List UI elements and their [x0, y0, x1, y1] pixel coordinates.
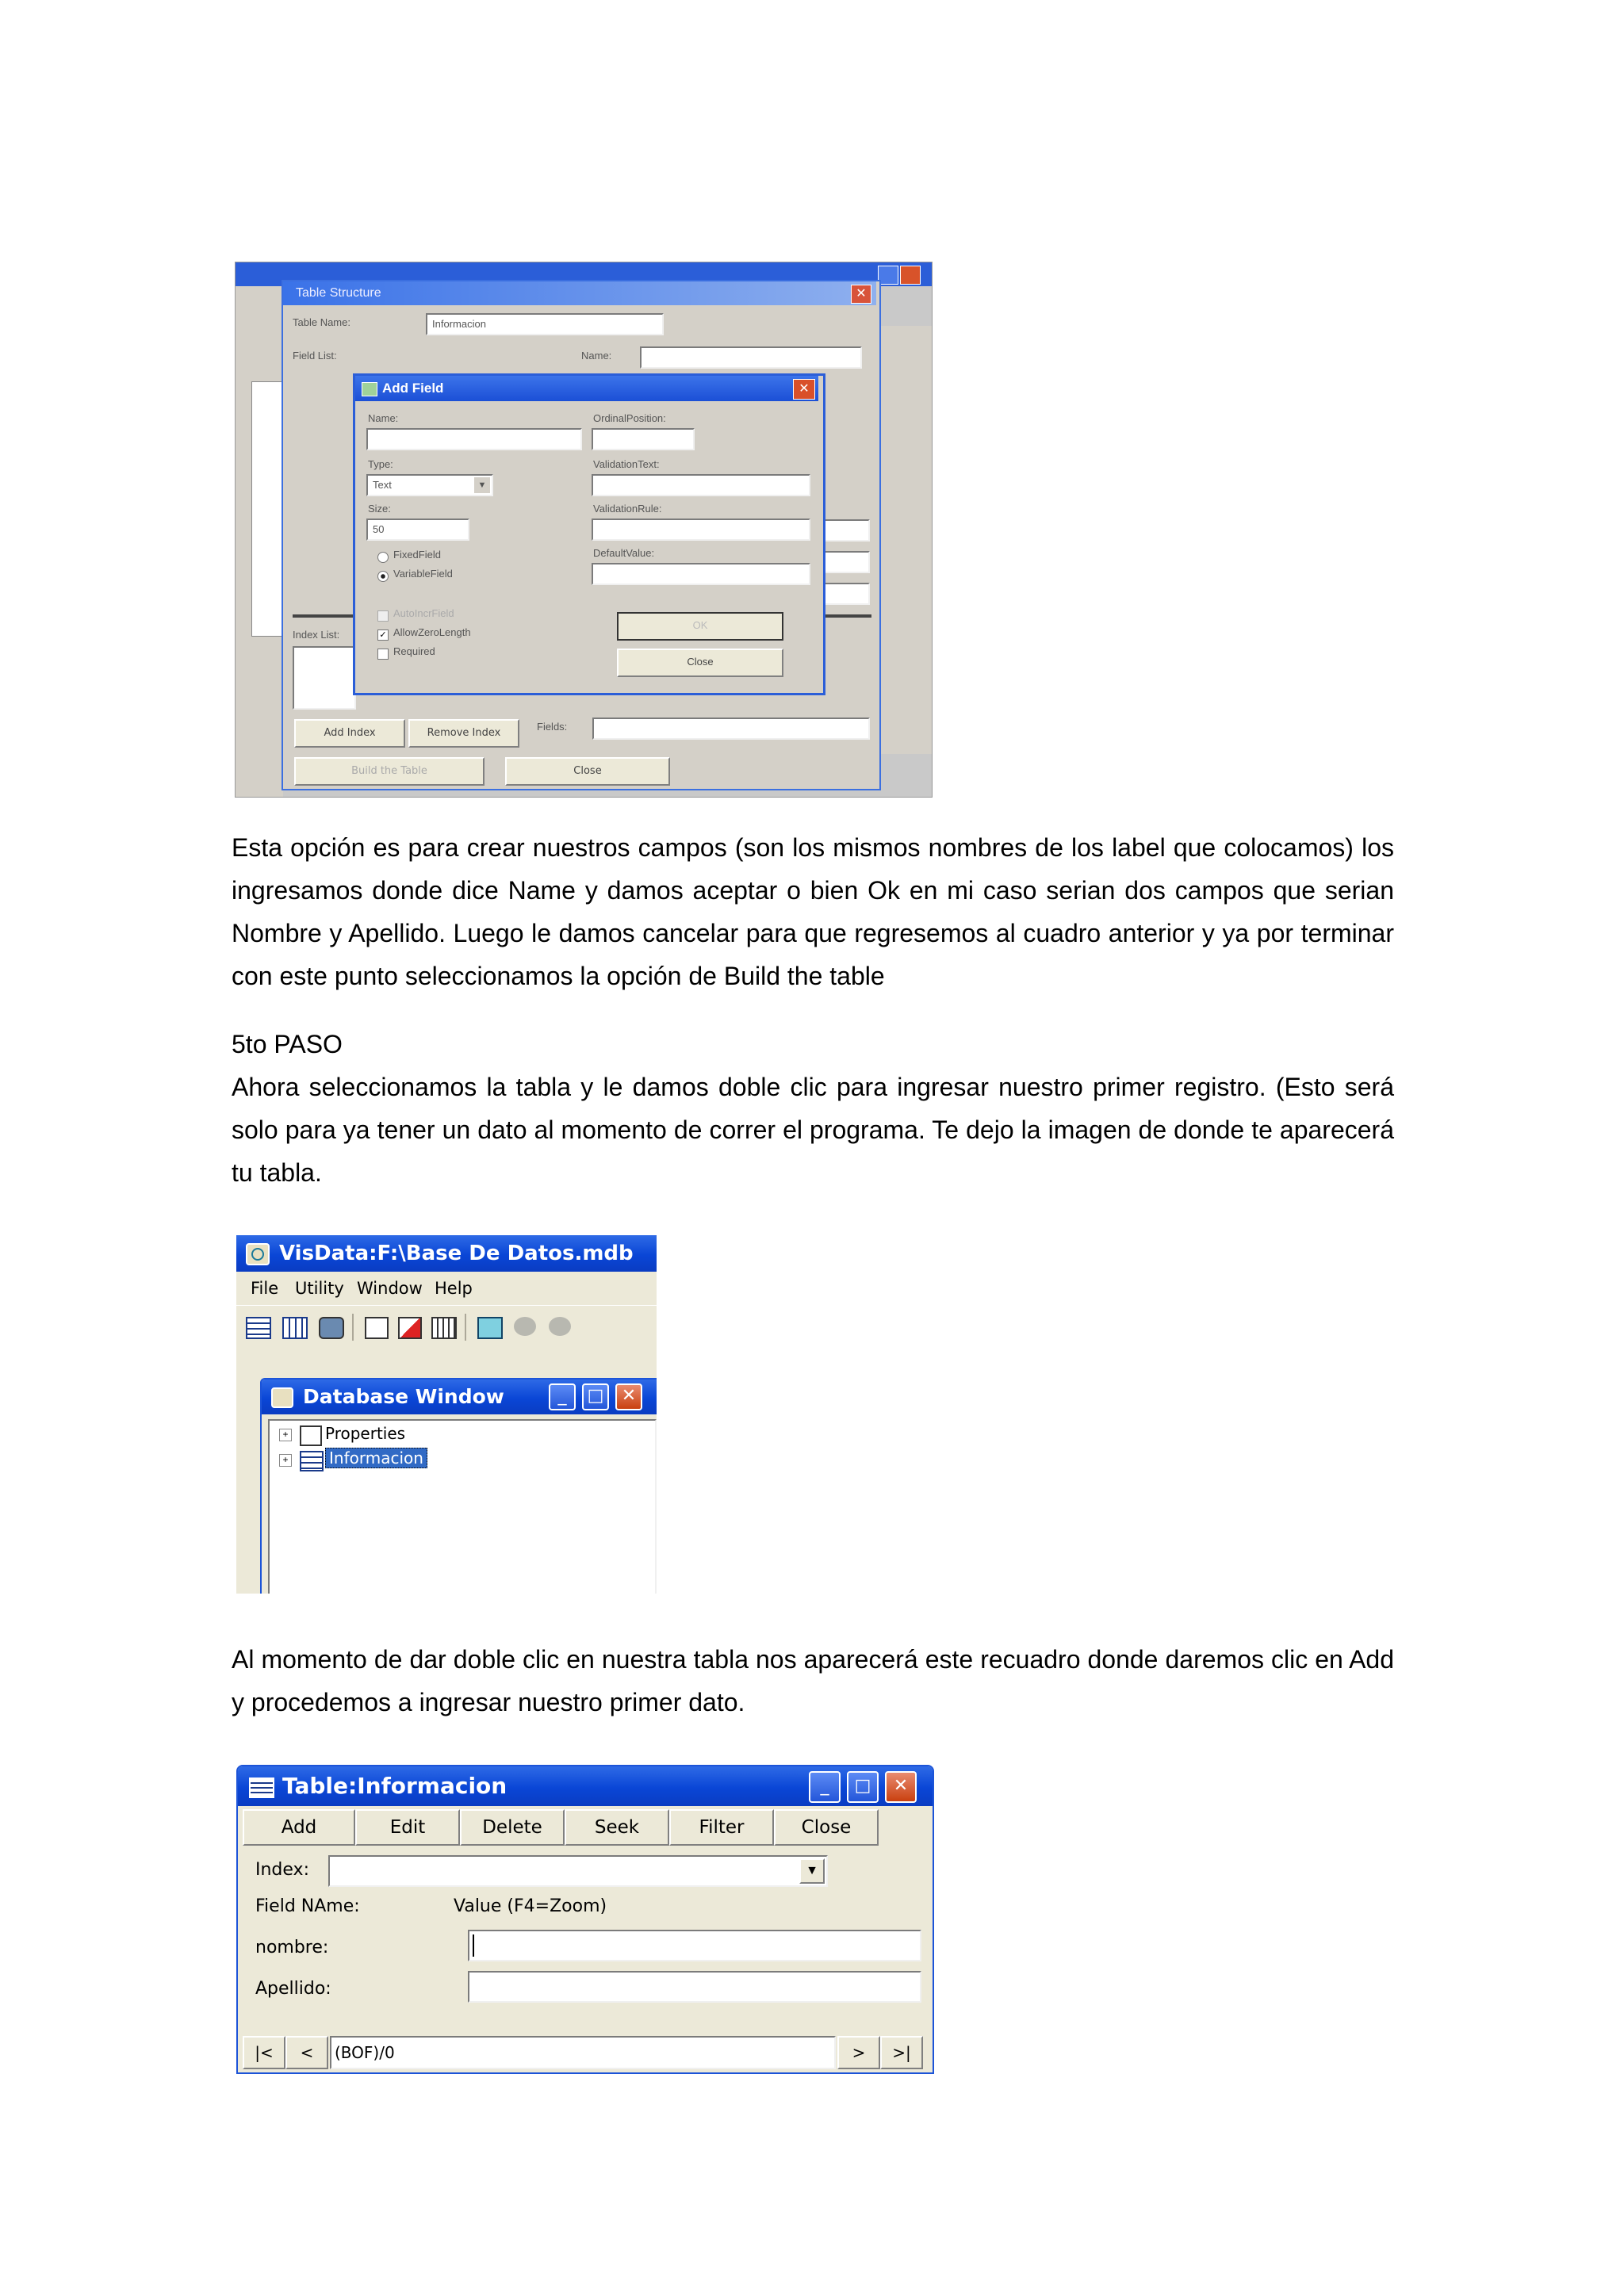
af-allowzero-checkbox[interactable]: ✓ [377, 629, 389, 641]
nav-next-button[interactable] [837, 2036, 880, 2069]
begin-transaction-icon[interactable] [477, 1317, 503, 1339]
table-structure-titlebar [283, 281, 876, 305]
ts-close-button[interactable] [505, 757, 670, 786]
value-header: Value (F4=Zoom) [454, 1896, 607, 1916]
af-valtext-label: ValidationText: [593, 458, 660, 470]
af-variable-radio[interactable] [377, 571, 389, 582]
af-ok-button[interactable] [617, 612, 783, 641]
table-structure-title: Table Structure [296, 286, 381, 300]
table-window-title: Table:Informacion [282, 1773, 508, 1799]
nav-prev-button[interactable] [285, 2036, 328, 2069]
field-name-header: Field NAme: [255, 1896, 360, 1916]
database-tree [268, 1419, 657, 1594]
properties-icon [300, 1425, 322, 1446]
field-label-apellido: Apellido: [255, 1979, 331, 1999]
tree-item-informacion[interactable]: Informacion [325, 1448, 427, 1468]
af-valrule-label: ValidationRule: [593, 503, 662, 515]
add-field-app-icon [362, 382, 377, 396]
background-tree-panel [251, 381, 285, 637]
af-size-label: Size: [368, 503, 391, 515]
tree-expand-properties-icon[interactable]: + [279, 1429, 292, 1441]
add-button[interactable] [243, 1809, 355, 1846]
af-autoincr-checkbox[interactable] [377, 610, 389, 622]
af-default-input[interactable] [592, 563, 810, 585]
remove-index-button[interactable] [408, 719, 519, 748]
af-ordinal-input[interactable] [592, 428, 695, 450]
screenshot-visdata [236, 1235, 657, 1594]
field-input-nombre[interactable] [468, 1930, 921, 1961]
add-field-dialog [353, 373, 825, 695]
background-close-icon[interactable] [900, 266, 921, 285]
background-right-panel [879, 326, 932, 754]
table-name-input[interactable] [426, 313, 664, 335]
close-label: Close [801, 1817, 852, 1838]
nav-last-label: >| [892, 2043, 911, 2062]
nav-first-button[interactable] [243, 2036, 285, 2069]
index-list-label: Index List: [293, 629, 340, 641]
snapshot-view-icon[interactable] [319, 1317, 344, 1339]
nav-first-label: |< [255, 2043, 274, 2062]
field-input-apellido[interactable] [468, 1971, 921, 2003]
ts-name-input[interactable] [640, 346, 862, 369]
field-list-label: Field List: [293, 350, 337, 362]
db-maximize-icon[interactable]: □ [582, 1383, 609, 1410]
af-ordinal-label: OrdinalPosition: [593, 412, 666, 424]
build-table-label: Build the Table [351, 765, 427, 777]
af-close-button[interactable] [617, 649, 783, 677]
menu-window[interactable]: Window [357, 1279, 423, 1298]
paragraph-add-record: Al momento de dar doble clic en nuestra tabla nos aparecerá este recuadro donde daremos clic en Add y procedemos a ingresar nuestro primer dato. [232, 1645, 1394, 1716]
paragraph-select-table: Ahora seleccionamos la tabla y le damos doble clic para ingresar nuestro primer registro. (Esto será solo para ya tener un dato al momento de correr el programa. Te dejo la imagen de donde te aparecerá tu tabla. [232, 1073, 1394, 1187]
table-view-icon[interactable] [246, 1317, 271, 1339]
table-window-icon [249, 1777, 274, 1798]
database-window [260, 1378, 657, 1594]
af-allowzero-label: AllowZeroLength [393, 626, 471, 638]
nav-next-label: > [852, 2043, 866, 2062]
nav-prev-label: < [300, 2043, 314, 2062]
add-label: Add [281, 1817, 317, 1838]
nav-position-field [330, 2036, 836, 2069]
table-maximize-icon[interactable]: □ [847, 1771, 879, 1803]
record-navigator [243, 2036, 925, 2071]
edit-button[interactable] [355, 1809, 460, 1846]
af-valrule-input[interactable] [592, 519, 810, 541]
table-name-value: Informacion [432, 318, 486, 330]
index-label: Index: [255, 1860, 309, 1880]
seek-button[interactable] [565, 1809, 669, 1846]
screenshot-table-informacion [236, 1765, 934, 2074]
table-structure-close-icon[interactable]: ✕ [851, 285, 871, 304]
visdata-titlebar [236, 1235, 657, 1272]
add-index-button[interactable] [294, 719, 405, 748]
field-label-nombre: nombre: [255, 1938, 329, 1957]
chevron-down-icon: ▼ [474, 477, 490, 493]
db-close-icon[interactable]: ✕ [615, 1383, 642, 1410]
af-type-label: Type: [368, 458, 393, 470]
add-index-label: Add Index [324, 727, 376, 739]
af-required-checkbox[interactable] [377, 649, 389, 660]
tree-expand-informacion-icon[interactable]: + [279, 1454, 292, 1467]
af-size-input[interactable] [366, 519, 469, 541]
remove-index-label: Remove Index [427, 727, 501, 739]
table-button-row [243, 1809, 926, 1846]
form-icon[interactable] [365, 1317, 389, 1339]
af-valtext-input[interactable] [592, 474, 810, 496]
db-minimize-icon[interactable]: _ [549, 1383, 576, 1410]
data-control-icon[interactable] [398, 1317, 422, 1339]
table-minimize-icon[interactable]: _ [809, 1771, 841, 1803]
af-size-value: 50 [373, 523, 385, 535]
af-type-value: Text [373, 479, 392, 491]
visdata-title: VisData:F:\Base De Datos.mdb [279, 1242, 634, 1265]
table-close-icon[interactable]: ✕ [885, 1771, 917, 1803]
ts-close-label: Close [573, 765, 602, 777]
index-select[interactable] [328, 1855, 828, 1887]
dynaset-view-icon[interactable] [282, 1317, 308, 1339]
seek-label: Seek [594, 1817, 640, 1838]
rollback-icon[interactable] [549, 1317, 571, 1336]
nav-last-button[interactable] [880, 2036, 923, 2069]
af-type-select[interactable] [366, 474, 493, 496]
af-close-label: Close [687, 656, 714, 668]
visdata-toolbar [236, 1305, 657, 1349]
af-ok-label: OK [692, 619, 708, 631]
commit-icon[interactable] [514, 1317, 536, 1336]
menu-file[interactable]: File [251, 1279, 279, 1298]
af-fixed-radio[interactable] [377, 552, 389, 563]
af-autoincr-label: AutoIncrField [393, 607, 454, 619]
fields-label: Fields: [537, 721, 568, 733]
index-list-box[interactable] [293, 646, 356, 710]
grid-icon[interactable] [431, 1317, 457, 1339]
screenshot-add-field [235, 262, 933, 798]
edit-label: Edit [389, 1817, 426, 1838]
fields-input[interactable] [592, 718, 870, 740]
add-field-close-icon[interactable]: ✕ [793, 379, 815, 400]
toolbar-separator-2 [465, 1314, 466, 1341]
text-cursor [473, 1934, 474, 1957]
database-window-title: Database Window [303, 1385, 504, 1408]
af-required-label: Required [393, 645, 435, 657]
af-fixed-label: FixedField [393, 549, 441, 561]
menu-help[interactable]: Help [435, 1279, 473, 1298]
step-heading: 5to PASO [232, 1030, 343, 1058]
table-icon [300, 1451, 324, 1471]
af-default-label: DefaultValue: [593, 547, 655, 559]
nav-position-value: (BOF)/0 [335, 2043, 395, 2062]
delete-button[interactable] [460, 1809, 565, 1846]
toolbar-separator-1 [352, 1314, 354, 1341]
paragraph-add-field-explanation: Esta opción es para crear nuestros campos (son los mismos nombres de los label que colocamos) los ingresamos donde dice Name y damos aceptar o bien Ok en mi caso serian dos campos que serian Nombre y Apellido. Luego le damos cancelar para que regresemos al cuadro anterior y ya por terminar con este punto seleccionamos la opción de Build the table [232, 833, 1394, 990]
add-field-titlebar [355, 376, 818, 401]
af-name-input[interactable] [366, 428, 582, 450]
filter-button[interactable] [669, 1809, 774, 1846]
table-name-label: Table Name: [293, 316, 350, 328]
close-button[interactable] [774, 1809, 879, 1846]
filter-label: Filter [699, 1817, 745, 1838]
af-variable-label: VariableField [393, 568, 453, 580]
menu-utility[interactable]: Utility [295, 1279, 344, 1298]
visdata-app-icon [246, 1243, 270, 1265]
database-window-icon [271, 1387, 293, 1408]
visdata-menubar [236, 1275, 657, 1302]
ts-name-label: Name: [581, 350, 612, 362]
af-name-label: Name: [368, 412, 399, 424]
index-dropdown-arrow-icon[interactable]: ▼ [799, 1858, 825, 1884]
tree-item-properties[interactable]: Properties [325, 1424, 406, 1443]
delete-label: Delete [482, 1817, 542, 1838]
build-table-button[interactable] [294, 757, 485, 786]
add-field-title: Add Field [382, 381, 444, 396]
